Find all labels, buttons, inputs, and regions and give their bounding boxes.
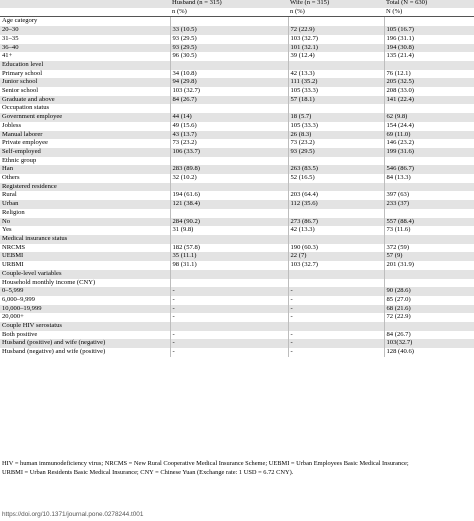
row-label: Private employee bbox=[2, 139, 48, 147]
husband-value: - bbox=[170, 296, 288, 305]
total-value: 73 (11.6) bbox=[384, 226, 474, 235]
row-label: Manual laborer bbox=[0, 131, 170, 140]
table-subheader-row bbox=[0, 8, 474, 17]
total-value: 90 (28.6) bbox=[384, 287, 474, 296]
row-label: Education level bbox=[0, 61, 170, 70]
husband-value: 31 (9.8) bbox=[170, 226, 288, 235]
total-value bbox=[384, 279, 474, 288]
total-value: 233 (37) bbox=[384, 200, 474, 209]
total-value: 76 (12.1) bbox=[384, 70, 474, 79]
subheader-wife-cell: n (%) bbox=[288, 8, 384, 17]
wife-value bbox=[288, 183, 384, 192]
wife-value: - bbox=[288, 348, 384, 357]
table-row bbox=[0, 339, 474, 348]
total-value: 84 (13.3) bbox=[384, 174, 474, 183]
wife-value bbox=[288, 235, 384, 244]
subheader-total-cell: N (%) bbox=[384, 8, 474, 17]
total-value: 85 (27.0) bbox=[384, 296, 474, 305]
table-row bbox=[0, 331, 474, 340]
wife-value: 22 (7) bbox=[288, 252, 384, 261]
table-row bbox=[0, 252, 474, 261]
wife-value: - bbox=[288, 305, 384, 314]
table-row bbox=[0, 157, 474, 166]
husband-value bbox=[170, 279, 288, 288]
row-label: Others bbox=[2, 174, 20, 182]
table-row bbox=[0, 26, 474, 35]
husband-value: 98 (31.1) bbox=[170, 261, 288, 270]
husband-value: 96 (30.5) bbox=[170, 52, 288, 61]
husband-value: 284 (90.2) bbox=[170, 218, 288, 227]
table-row bbox=[0, 209, 474, 218]
row-label: Occupation status bbox=[2, 104, 50, 112]
footnote-line: HIV = human immunodeficiency virus; NRCMS = New Rural Cooperative Medical Insurance Scheme; UEBMI = Urban Employees Basic Medical Insurance; bbox=[2, 460, 409, 467]
total-value: 103(32.7) bbox=[384, 339, 474, 348]
husband-value: 33 (10.5) bbox=[170, 26, 288, 35]
table-row bbox=[0, 131, 474, 140]
row-label: Junior school bbox=[0, 78, 170, 87]
husband-value bbox=[170, 104, 288, 113]
husband-value: 283 (89.8) bbox=[170, 165, 288, 174]
wife-value: 42 (13.3) bbox=[288, 226, 384, 235]
husband-value: 103 (32.7) bbox=[170, 87, 288, 96]
header-wife-cell: Wife (n = 315) bbox=[288, 0, 384, 8]
header-total-cell: Total (N = 630) bbox=[384, 0, 474, 8]
wife-value: 93 (29.5) bbox=[288, 148, 384, 157]
husband-value: 93 (29.5) bbox=[170, 44, 288, 53]
row-label: Registered residence bbox=[0, 183, 170, 192]
total-value: 154 (24.4) bbox=[384, 122, 474, 131]
row-label: Religion bbox=[2, 208, 25, 216]
total-value: 372 (59) bbox=[384, 244, 474, 253]
table-row bbox=[0, 113, 474, 122]
table-row bbox=[0, 218, 474, 227]
wife-value: 105 (33.3) bbox=[288, 87, 384, 96]
table-footnotes bbox=[2, 460, 474, 477]
table-row bbox=[0, 174, 474, 183]
wife-value: 190 (60.3) bbox=[288, 244, 384, 253]
wife-value: 103 (32.7) bbox=[288, 261, 384, 270]
wife-value bbox=[288, 157, 384, 166]
wife-value: 101 (32.1) bbox=[288, 44, 384, 53]
wife-value: - bbox=[288, 313, 384, 322]
total-value: 135 (21.4) bbox=[384, 52, 474, 61]
table-row bbox=[0, 165, 474, 174]
total-value: 194 (30.8) bbox=[384, 44, 474, 53]
husband-value bbox=[170, 157, 288, 166]
row-label: 41+ bbox=[2, 52, 13, 60]
footnote-line: URBMI = Urban Residents Basic Medical Insurance; CNY = Chinese Yuan (Exchange rate: 1 USD = 6.72 CNY). bbox=[2, 468, 294, 476]
table-row bbox=[0, 96, 474, 105]
table-row bbox=[0, 296, 474, 305]
row-label: Ethnic group bbox=[2, 156, 37, 164]
table-row bbox=[0, 70, 474, 79]
row-label: Urban bbox=[0, 200, 170, 209]
row-label: Household monthly income (CNY) bbox=[2, 278, 96, 286]
table-row bbox=[0, 191, 474, 200]
total-value bbox=[384, 104, 474, 113]
table-row bbox=[0, 270, 474, 279]
table-body bbox=[0, 17, 474, 357]
row-label: 31–35 bbox=[2, 34, 19, 42]
husband-value: 194 (61.6) bbox=[170, 191, 288, 200]
total-value: 546 (86.7) bbox=[384, 165, 474, 174]
husband-value bbox=[170, 209, 288, 218]
subheader-husband-cell: n (%) bbox=[170, 8, 288, 17]
wife-value bbox=[288, 279, 384, 288]
wife-value bbox=[288, 104, 384, 113]
wife-value: 105 (33.3) bbox=[288, 122, 384, 131]
husband-value: 121 (38.4) bbox=[170, 200, 288, 209]
total-value: 84 (26.7) bbox=[384, 331, 474, 340]
total-value bbox=[384, 61, 474, 70]
husband-value: - bbox=[170, 305, 288, 314]
total-value: 397 (63) bbox=[384, 191, 474, 200]
wife-value: - bbox=[288, 296, 384, 305]
total-value: 128 (40.6) bbox=[384, 348, 474, 357]
total-value: 62 (9.8) bbox=[384, 113, 474, 122]
husband-value: 94 (29.8) bbox=[170, 78, 288, 87]
husband-value: 106 (33.7) bbox=[170, 148, 288, 157]
row-label: Husband (positive) and wife (negative) bbox=[0, 339, 170, 348]
row-label: Senior school bbox=[2, 87, 39, 95]
wife-value: 72 (22.9) bbox=[288, 26, 384, 35]
table-row bbox=[0, 148, 474, 157]
table-row bbox=[0, 183, 474, 192]
table-header-row bbox=[0, 0, 474, 8]
total-value bbox=[384, 157, 474, 166]
row-label: 20,000+ bbox=[2, 313, 24, 321]
table-row bbox=[0, 61, 474, 70]
table-row bbox=[0, 244, 474, 253]
row-label: Couple HIV serostatus bbox=[0, 322, 170, 331]
husband-value: - bbox=[170, 313, 288, 322]
table-row bbox=[0, 17, 474, 26]
husband-value: 44 (14) bbox=[170, 113, 288, 122]
total-value: 141 (22.4) bbox=[384, 96, 474, 105]
row-label: Government employee bbox=[0, 113, 170, 122]
wife-value: - bbox=[288, 331, 384, 340]
wife-value: 73 (23.2) bbox=[288, 139, 384, 148]
wife-value: 57 (18.1) bbox=[288, 96, 384, 105]
row-label: Age category bbox=[2, 17, 38, 25]
row-label: Han bbox=[0, 165, 170, 174]
wife-value: 273 (86.7) bbox=[288, 218, 384, 227]
husband-value: 73 (23.2) bbox=[170, 139, 288, 148]
wife-value bbox=[288, 17, 384, 26]
table-row bbox=[0, 235, 474, 244]
total-value: 105 (16.7) bbox=[384, 26, 474, 35]
subheader-label-cell bbox=[0, 8, 170, 17]
wife-value: 26 (8.3) bbox=[288, 131, 384, 140]
total-value: 199 (31.6) bbox=[384, 148, 474, 157]
wife-value bbox=[288, 61, 384, 70]
row-label: 6,000–9,999 bbox=[2, 295, 35, 303]
total-value: 68 (21.6) bbox=[384, 305, 474, 314]
husband-value: 43 (13.7) bbox=[170, 131, 288, 140]
row-label: Husband (negative) and wife (positive) bbox=[2, 348, 106, 356]
wife-value: - bbox=[288, 287, 384, 296]
husband-value: - bbox=[170, 339, 288, 348]
table-row bbox=[0, 104, 474, 113]
husband-value bbox=[170, 322, 288, 331]
row-label: Primary school bbox=[2, 69, 43, 77]
wife-value bbox=[288, 209, 384, 218]
total-value bbox=[384, 235, 474, 244]
wife-value bbox=[288, 270, 384, 279]
husband-value bbox=[170, 183, 288, 192]
row-label: Medical insurance status bbox=[0, 235, 170, 244]
husband-value: 32 (10.2) bbox=[170, 174, 288, 183]
wife-value: - bbox=[288, 339, 384, 348]
wife-value: 52 (16.5) bbox=[288, 174, 384, 183]
row-label: 36–40 bbox=[0, 44, 170, 53]
total-value: 205 (32.5) bbox=[384, 78, 474, 87]
husband-value: 182 (57.8) bbox=[170, 244, 288, 253]
husband-value: 84 (26.7) bbox=[170, 96, 288, 105]
total-value: 57 (9) bbox=[384, 252, 474, 261]
total-value bbox=[384, 17, 474, 26]
total-value: 208 (33.0) bbox=[384, 87, 474, 96]
husband-value bbox=[170, 270, 288, 279]
husband-value bbox=[170, 17, 288, 26]
husband-value: 49 (15.6) bbox=[170, 122, 288, 131]
husband-value bbox=[170, 235, 288, 244]
husband-value: 35 (11.1) bbox=[170, 252, 288, 261]
total-value bbox=[384, 322, 474, 331]
row-label: No bbox=[0, 218, 170, 227]
table-row bbox=[0, 78, 474, 87]
header-husband-cell: Husband (n = 315) bbox=[170, 0, 288, 8]
total-value: 196 (31.1) bbox=[384, 35, 474, 44]
wife-value: 203 (64.4) bbox=[288, 191, 384, 200]
row-label: UEBMI bbox=[0, 252, 170, 261]
husband-value: - bbox=[170, 287, 288, 296]
row-label: 10,000–19,999 bbox=[0, 305, 170, 314]
wife-value bbox=[288, 322, 384, 331]
row-label: URBMI bbox=[2, 261, 24, 269]
row-label: 0–5,999 bbox=[0, 287, 170, 296]
header-label-cell bbox=[0, 0, 170, 8]
row-label: Rural bbox=[2, 191, 17, 199]
row-label: NRCMS bbox=[2, 243, 26, 251]
table-row bbox=[0, 35, 474, 44]
table-row bbox=[0, 44, 474, 53]
wife-value: 111 (35.2) bbox=[288, 78, 384, 87]
table-row bbox=[0, 348, 474, 357]
row-label: Couple-level variables bbox=[0, 270, 170, 279]
table-row bbox=[0, 200, 474, 209]
table-row bbox=[0, 139, 474, 148]
wife-value: 42 (13.3) bbox=[288, 70, 384, 79]
total-value: 146 (23.2) bbox=[384, 139, 474, 148]
wife-value: 112 (35.6) bbox=[288, 200, 384, 209]
wife-value: 39 (12.4) bbox=[288, 52, 384, 61]
table-row bbox=[0, 261, 474, 270]
total-value: 557 (88.4) bbox=[384, 218, 474, 227]
table-row bbox=[0, 287, 474, 296]
husband-value: - bbox=[170, 348, 288, 357]
row-label: Both positive bbox=[2, 330, 38, 338]
row-label: Graduate and above bbox=[0, 96, 170, 105]
table-row bbox=[0, 322, 474, 331]
wife-value: 18 (5.7) bbox=[288, 113, 384, 122]
husband-value bbox=[170, 61, 288, 70]
table-row bbox=[0, 122, 474, 131]
row-label: Jobless bbox=[2, 121, 22, 129]
total-value: 69 (11.0) bbox=[384, 131, 474, 140]
wife-value: 263 (83.5) bbox=[288, 165, 384, 174]
total-value bbox=[384, 270, 474, 279]
total-value: 201 (31.9) bbox=[384, 261, 474, 270]
row-label: Yes bbox=[2, 226, 12, 234]
total-value: 72 (22.9) bbox=[384, 313, 474, 322]
table-row bbox=[0, 313, 474, 322]
husband-value: 93 (29.5) bbox=[170, 35, 288, 44]
row-label: 20–30 bbox=[0, 26, 170, 35]
table-row bbox=[0, 87, 474, 96]
doi-link[interactable]: https://doi.org/10.1371/journal.pone.0278244.t001 bbox=[2, 511, 144, 518]
table-row bbox=[0, 226, 474, 235]
table-row bbox=[0, 305, 474, 314]
husband-value: - bbox=[170, 331, 288, 340]
table-row bbox=[0, 279, 474, 288]
total-value bbox=[384, 183, 474, 192]
row-label: Self-employed bbox=[0, 148, 170, 157]
husband-value: 34 (10.8) bbox=[170, 70, 288, 79]
wife-value: 103 (32.7) bbox=[288, 35, 384, 44]
table-row bbox=[0, 52, 474, 61]
total-value bbox=[384, 209, 474, 218]
